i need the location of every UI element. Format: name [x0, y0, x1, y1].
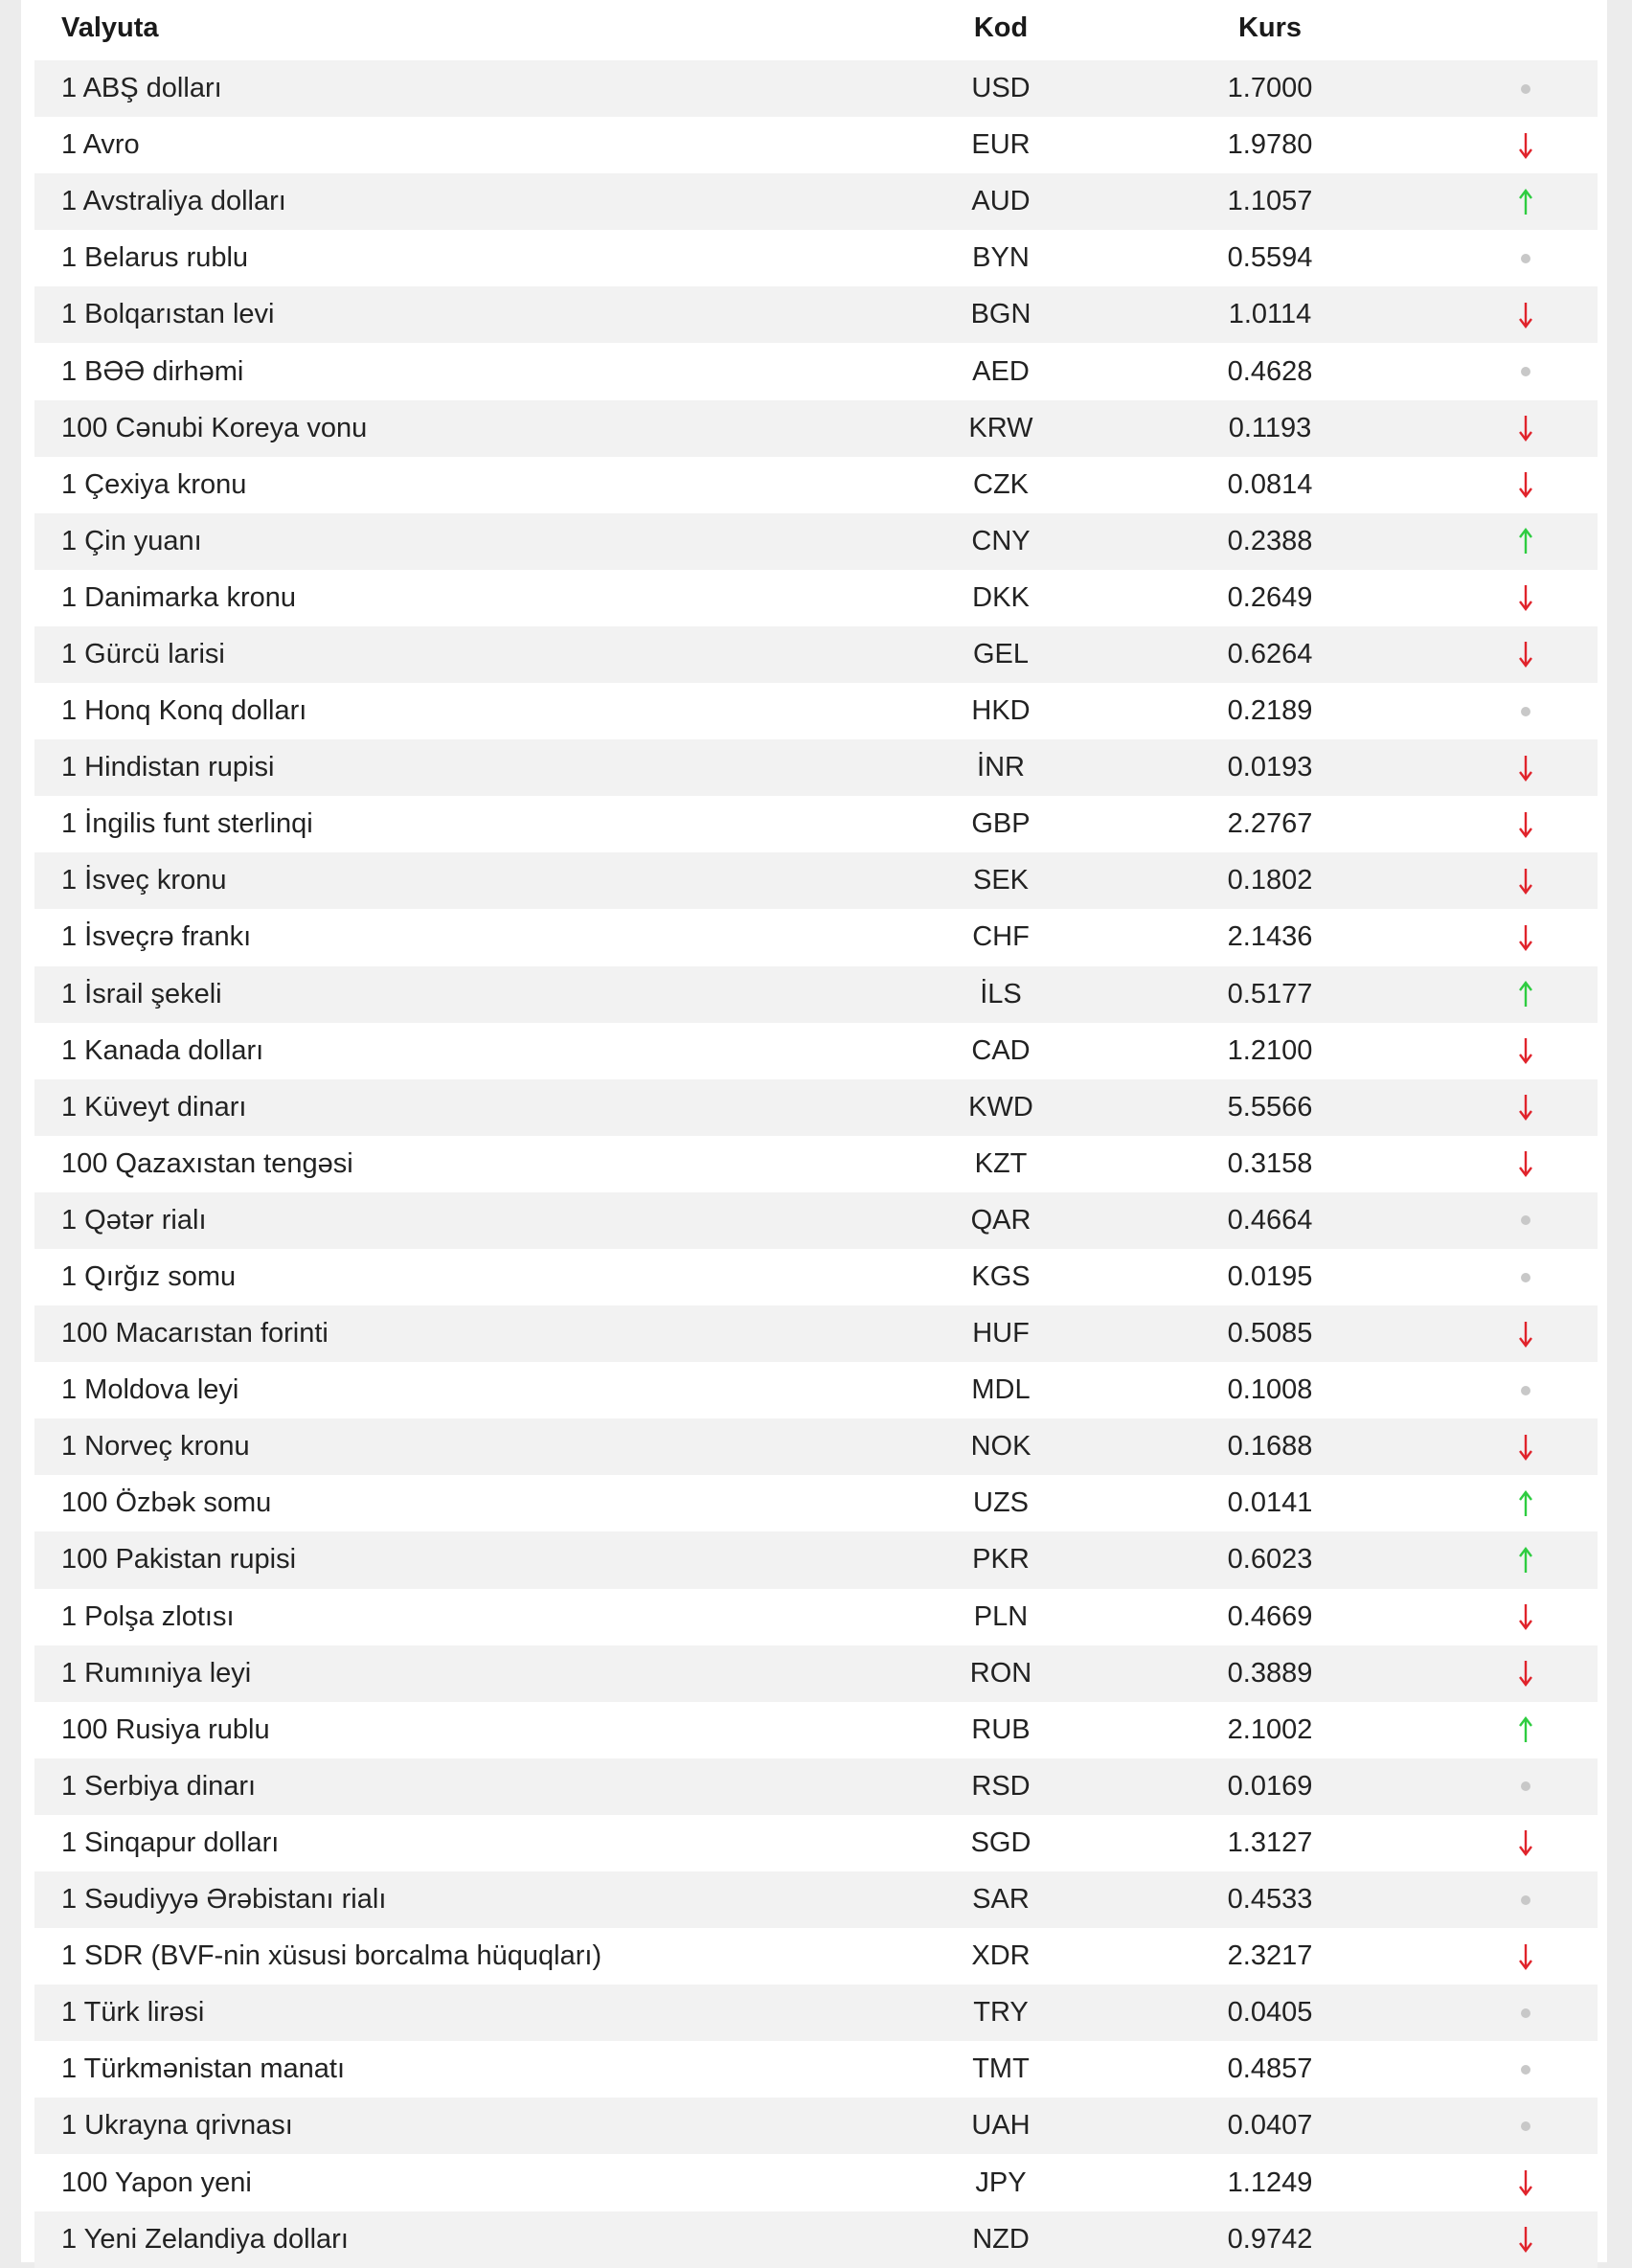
- arrow-down-icon: [1454, 1036, 1598, 1065]
- currency-name: 1 Yeni Zelandiya dolları: [61, 2223, 349, 2255]
- currency-rate: 2.2767: [1227, 808, 1313, 840]
- table-row[interactable]: [34, 1362, 1598, 1418]
- currency-code: KRW: [968, 412, 1033, 443]
- dot-neutral-icon: [1454, 83, 1598, 95]
- currency-code: AED: [972, 355, 1030, 387]
- currency-code: HUF: [972, 1318, 1030, 1349]
- currency-code: GEL: [972, 638, 1030, 669]
- table-row[interactable]: [34, 1023, 1598, 1079]
- dot-neutral-icon: [1454, 1894, 1598, 1906]
- arrow-down-icon: [1454, 1149, 1598, 1178]
- table-row[interactable]: [34, 1305, 1598, 1362]
- currency-name: 1 Ukrayna qrivnası: [61, 2110, 293, 2142]
- table-row[interactable]: [34, 852, 1598, 909]
- currency-name: 1 Avro: [61, 129, 140, 161]
- table-row[interactable]: [34, 739, 1598, 796]
- arrow-up-icon: [1454, 188, 1598, 216]
- currency-rate: 0.1688: [1227, 1431, 1313, 1463]
- currency-rate: 0.4669: [1227, 1600, 1313, 1632]
- currency-name: 1 Gürcü larisi: [61, 638, 225, 669]
- currency-code: BGN: [970, 299, 1031, 330]
- table-row[interactable]: [34, 173, 1598, 230]
- arrow-down-icon: [1454, 2168, 1598, 2197]
- header-rate[interactable]: Kurs: [1237, 11, 1303, 43]
- dot-neutral-icon: [1454, 2121, 1598, 2132]
- currency-code: AUD: [971, 186, 1031, 217]
- dot-neutral-icon: [1454, 1780, 1598, 1792]
- currency-name: 1 Çin yuanı: [61, 525, 202, 556]
- table-row[interactable]: [34, 570, 1598, 626]
- currency-rate: 0.2388: [1227, 525, 1313, 556]
- dot-neutral-icon: [1454, 2064, 1598, 2075]
- arrow-down-icon: [1454, 923, 1598, 952]
- currency-rates-panel: [21, 0, 1607, 2262]
- table-row[interactable]: [34, 1249, 1598, 1305]
- currency-code: KGS: [971, 1261, 1031, 1293]
- currency-code: NZD: [972, 2223, 1030, 2255]
- currency-code: PLN: [973, 1600, 1029, 1632]
- arrow-up-icon: [1454, 980, 1598, 1009]
- dot-neutral-icon: [1454, 2007, 1598, 2019]
- table-row[interactable]: [34, 513, 1598, 570]
- currency-code: PKR: [972, 1544, 1030, 1576]
- currency-code: KWD: [968, 1091, 1033, 1123]
- currency-rate: 0.5177: [1227, 978, 1313, 1009]
- currency-code: USD: [971, 73, 1031, 104]
- currency-name: 1 Polşa zlotısı: [61, 1600, 235, 1632]
- currency-name: 1 İngilis funt sterlinqi: [61, 808, 313, 840]
- currency-code: İNR: [977, 752, 1025, 783]
- currency-rate: 0.0193: [1227, 752, 1313, 783]
- currency-code: BYN: [972, 242, 1030, 274]
- currency-code: CHF: [972, 921, 1030, 953]
- table-row[interactable]: [34, 343, 1598, 399]
- currency-name: 1 Avstraliya dolları: [61, 186, 286, 217]
- table-row[interactable]: [34, 1079, 1598, 1136]
- currency-code: İLS: [980, 978, 1022, 1009]
- currency-code: TMT: [972, 2053, 1030, 2085]
- currency-rate: 0.1802: [1227, 865, 1313, 896]
- currency-rate: 0.0169: [1227, 1770, 1313, 1802]
- table-row[interactable]: [34, 400, 1598, 457]
- arrow-down-icon: [1454, 1320, 1598, 1349]
- currency-code: CAD: [971, 1034, 1031, 1066]
- currency-rate: 0.0141: [1227, 1487, 1313, 1519]
- currency-name: 1 Serbiya dinarı: [61, 1770, 257, 1802]
- table-row[interactable]: [34, 1589, 1598, 1645]
- currency-rate: 0.3158: [1227, 1147, 1313, 1179]
- table-row[interactable]: [34, 2211, 1598, 2268]
- table-row[interactable]: [34, 1871, 1598, 1928]
- currency-name: 1 Kanada dolları: [61, 1034, 264, 1066]
- currency-rate: 2.3217: [1227, 1940, 1313, 1972]
- table-row[interactable]: [34, 966, 1598, 1023]
- currency-name: 100 Cənubi Koreya vonu: [61, 412, 368, 443]
- currency-rate: 1.7000: [1227, 73, 1313, 104]
- arrow-down-icon: [1454, 131, 1598, 160]
- table-row[interactable]: [34, 1136, 1598, 1192]
- table-row[interactable]: [34, 2098, 1598, 2154]
- currency-name: 100 Rusiya rublu: [61, 1713, 270, 1745]
- currency-name: 100 Pakistan rupisi: [61, 1544, 297, 1576]
- table-row[interactable]: [34, 286, 1598, 343]
- currency-rate: 2.1002: [1227, 1713, 1313, 1745]
- currency-rate: 0.5594: [1227, 242, 1313, 274]
- arrow-down-icon: [1454, 867, 1598, 896]
- currency-code: UAH: [971, 2110, 1031, 2142]
- arrow-down-icon: [1454, 2225, 1598, 2254]
- currency-rate: 0.6264: [1227, 638, 1313, 669]
- currency-rate: 0.2189: [1227, 695, 1313, 727]
- currency-rate: 0.1193: [1228, 412, 1312, 443]
- currency-rate: 0.0405: [1227, 1997, 1313, 2029]
- table-header: [34, 0, 1598, 56]
- arrow-down-icon: [1454, 470, 1598, 499]
- currency-code: EUR: [971, 129, 1031, 161]
- currency-rate: 0.5085: [1227, 1318, 1313, 1349]
- currency-code: RUB: [971, 1713, 1031, 1745]
- table-row[interactable]: [34, 626, 1598, 683]
- currency-name: 100 Özbək somu: [61, 1487, 272, 1519]
- currency-name: 1 İsveç kronu: [61, 865, 227, 896]
- arrow-down-icon: [1454, 1659, 1598, 1688]
- currency-name: 1 Hindistan rupisi: [61, 752, 275, 783]
- currency-code: MDL: [971, 1374, 1031, 1406]
- currency-name: 1 Qırğız somu: [61, 1261, 237, 1293]
- arrow-down-icon: [1454, 754, 1598, 782]
- currency-rate: 0.9742: [1227, 2223, 1313, 2255]
- currency-rate: 0.6023: [1227, 1544, 1313, 1576]
- table-row[interactable]: [34, 2041, 1598, 2098]
- table-row[interactable]: [34, 1418, 1598, 1475]
- currency-name: 1 Honq Konq dolları: [61, 695, 307, 727]
- currency-rate: 2.1436: [1227, 921, 1313, 953]
- currency-name: 100 Qazaxıstan tengəsi: [61, 1147, 353, 1179]
- table-row[interactable]: [34, 1758, 1598, 1815]
- currency-name: 1 Danimarka kronu: [61, 581, 296, 613]
- currency-name: 1 Türkmənistan manatı: [61, 2053, 346, 2085]
- currency-name: 1 Qətər rialı: [61, 1204, 207, 1236]
- currency-rate: 0.4857: [1227, 2053, 1313, 2085]
- currency-rate: 1.0114: [1228, 299, 1312, 330]
- currency-name: 100 Macarıstan forinti: [61, 1318, 329, 1349]
- dot-neutral-icon: [1454, 1385, 1598, 1396]
- currency-name: 1 BƏƏ dirhəmi: [61, 355, 244, 387]
- table-row[interactable]: [34, 60, 1598, 117]
- table-row[interactable]: [34, 1475, 1598, 1531]
- header-currency[interactable]: Valyuta: [61, 11, 159, 43]
- arrow-down-icon: [1454, 810, 1598, 839]
- arrow-down-icon: [1454, 1602, 1598, 1631]
- currency-name: 1 Səudiyyə Ərəbistanı rialı: [61, 1884, 387, 1916]
- table-row[interactable]: [34, 683, 1598, 739]
- currency-code: JPY: [975, 2166, 1027, 2198]
- dot-neutral-icon: [1454, 366, 1598, 377]
- currency-rate: 5.5566: [1227, 1091, 1313, 1123]
- table-row[interactable]: [34, 1645, 1598, 1702]
- currency-table-body: [34, 60, 1598, 2268]
- dot-neutral-icon: [1454, 1214, 1598, 1226]
- currency-code: HKD: [971, 695, 1031, 727]
- table-row[interactable]: [34, 909, 1598, 965]
- currency-name: 1 Norveç kronu: [61, 1431, 250, 1463]
- currency-code: SEK: [972, 865, 1030, 896]
- table-row[interactable]: [34, 1815, 1598, 1871]
- arrow-down-icon: [1454, 1093, 1598, 1122]
- arrow-down-icon: [1454, 301, 1598, 329]
- currency-rate: 0.2649: [1227, 581, 1313, 613]
- table-row[interactable]: [34, 1192, 1598, 1249]
- currency-name: 1 İsveçrə frankı: [61, 921, 252, 953]
- currency-name: 1 Rumıniya leyi: [61, 1657, 252, 1689]
- currency-name: 1 Belarus rublu: [61, 242, 249, 274]
- currency-rate: 1.1249: [1227, 2166, 1313, 2198]
- currency-name: 1 Çexiya kronu: [61, 468, 247, 500]
- currency-code: GBP: [971, 808, 1031, 840]
- currency-code: KZT: [974, 1147, 1028, 1179]
- arrow-down-icon: [1454, 1828, 1598, 1857]
- currency-name: 1 ABŞ dolları: [61, 73, 222, 104]
- header-code[interactable]: Kod: [973, 11, 1029, 43]
- arrow-up-icon: [1454, 527, 1598, 556]
- arrow-down-icon: [1454, 1433, 1598, 1462]
- currency-name: 1 Küveyt dinarı: [61, 1091, 247, 1123]
- currency-code: RON: [969, 1657, 1032, 1689]
- dot-neutral-icon: [1454, 706, 1598, 717]
- currency-name: 1 Türk lirəsi: [61, 1997, 205, 2029]
- currency-name: 1 Bolqarıstan levi: [61, 299, 275, 330]
- currency-code: UZS: [973, 1487, 1029, 1519]
- currency-rate: 0.0814: [1227, 468, 1313, 500]
- table-row[interactable]: [34, 1928, 1598, 1984]
- table-row[interactable]: [34, 1531, 1598, 1588]
- arrow-down-icon: [1454, 1942, 1598, 1971]
- currency-code: SAR: [972, 1884, 1030, 1916]
- currency-name: 1 Moldova leyi: [61, 1374, 239, 1406]
- currency-code: CNY: [971, 525, 1031, 556]
- currency-rate: 1.2100: [1227, 1034, 1313, 1066]
- table-row[interactable]: [34, 457, 1598, 513]
- currency-rate: 0.4628: [1227, 355, 1313, 387]
- dot-neutral-icon: [1454, 1272, 1598, 1283]
- table-row[interactable]: [34, 2154, 1598, 2211]
- currency-code: DKK: [972, 581, 1030, 613]
- arrow-down-icon: [1454, 414, 1598, 442]
- currency-code: TRY: [973, 1997, 1029, 2029]
- currency-code: NOK: [970, 1431, 1031, 1463]
- currency-name: 1 Sinqapur dolları: [61, 1826, 280, 1858]
- currency-code: CZK: [973, 468, 1029, 500]
- currency-code: RSD: [971, 1770, 1031, 1802]
- currency-rate: 1.9780: [1227, 129, 1313, 161]
- currency-rate: 0.4664: [1227, 1204, 1313, 1236]
- currency-name: 1 İsrail şekeli: [61, 978, 222, 1009]
- table-row[interactable]: [34, 796, 1598, 852]
- currency-rate: 0.0195: [1227, 1261, 1313, 1293]
- arrow-up-icon: [1454, 1715, 1598, 1744]
- currency-code: QAR: [970, 1204, 1031, 1236]
- table-row[interactable]: [34, 1702, 1598, 1758]
- dot-neutral-icon: [1454, 253, 1598, 264]
- arrow-down-icon: [1454, 583, 1598, 612]
- currency-name: 100 Yapon yeni: [61, 2166, 252, 2198]
- currency-rate: 0.1008: [1227, 1374, 1313, 1406]
- currency-code: XDR: [971, 1940, 1031, 1972]
- table-row[interactable]: [34, 117, 1598, 173]
- currency-rate: 1.1057: [1227, 186, 1313, 217]
- currency-rate: 0.4533: [1227, 1884, 1313, 1916]
- arrow-down-icon: [1454, 640, 1598, 669]
- currency-rate: 0.0407: [1227, 2110, 1313, 2142]
- arrow-up-icon: [1454, 1546, 1598, 1575]
- table-row[interactable]: [34, 1984, 1598, 2041]
- currency-code: SGD: [970, 1826, 1031, 1858]
- currency-rate: 0.3889: [1227, 1657, 1313, 1689]
- table-row[interactable]: [34, 230, 1598, 286]
- currency-name: 1 SDR (BVF-nin xüsusi borcalma hüquqları): [61, 1940, 602, 1972]
- currency-rate: 1.3127: [1227, 1826, 1313, 1858]
- arrow-up-icon: [1454, 1489, 1598, 1518]
